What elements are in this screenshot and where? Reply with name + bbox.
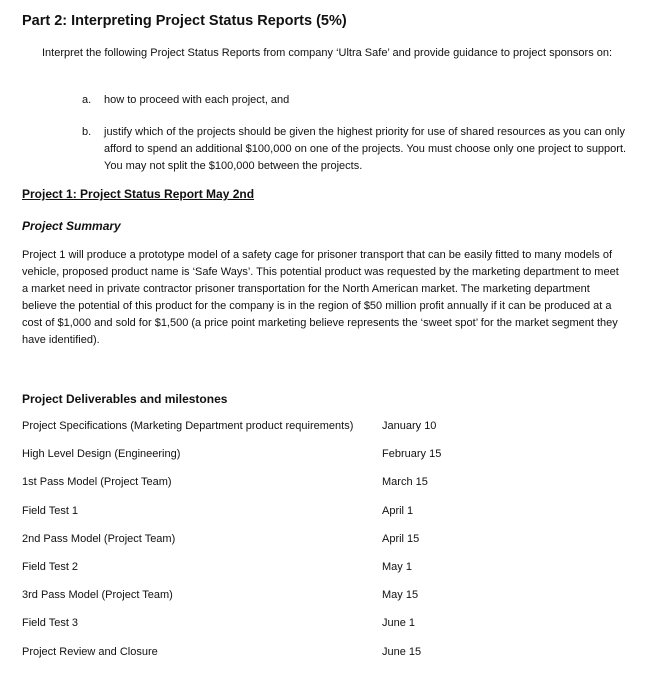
milestone-row xyxy=(22,448,632,476)
milestone-row xyxy=(22,589,632,617)
summary-heading: Project Summary xyxy=(22,219,121,233)
list-text: how to proceed with each project, and xyxy=(104,94,290,106)
milestone-name: 2nd Pass Model (Project Team) xyxy=(22,532,176,545)
list-item-b xyxy=(82,124,627,175)
intro-paragraph: Interpret the following Project Status Reports from company ‘Ultra Safe’ and provide guidance to project sponsors on: xyxy=(42,47,613,59)
milestone-row xyxy=(22,476,632,504)
milestone-date: May 15 xyxy=(382,589,419,602)
milestone-date: June 15 xyxy=(382,645,422,658)
milestone-date: February 15 xyxy=(382,448,442,461)
milestone-name: Field Test 3 xyxy=(22,617,79,630)
milestone-date: May 1 xyxy=(382,560,412,573)
milestone-name: High Level Design (Engineering) xyxy=(22,448,181,461)
milestone-name: Project Specifications (Marketing Department product requirements) xyxy=(22,420,354,432)
milestone-date: March 15 xyxy=(382,476,428,489)
milestone-row xyxy=(22,533,632,561)
milestone-row xyxy=(22,646,632,674)
summary-paragraph: Project 1 will produce a prototype model of a safety cage for prisoner transport that can be easily fitted to many models of vehicle, proposed product name is ‘Safe Ways’. This potential product was requested by the marketing department to meet a market need in private contractor prisoner transportation for the North American market. The marketing department believe the potential of this product for the company is in the region of $50 million profit annually if it can be produced at a cost of $1,000 and sold for $1,500 (a price point marketing believe represents the ‘sweet spot’ for the market segment they have identified). xyxy=(22,249,619,346)
list-marker: b. xyxy=(82,126,92,138)
milestone-date: June 1 xyxy=(382,617,416,630)
list-text: justify which of the projects should be given the highest priority for use of shared resources as you can only afford to spend an additional $100,000 on one of the projects. You must choose only one project to support. You may not split the $100,000 between the projects. xyxy=(104,126,627,172)
milestone-name: 1st Pass Model (Project Team) xyxy=(22,476,172,489)
list-marker: a. xyxy=(82,94,92,106)
project-heading: Project 1: Project Status Report May 2nd xyxy=(22,187,255,201)
milestone-row xyxy=(22,505,632,533)
deliverables-heading: Project Deliverables and milestones xyxy=(22,392,228,406)
milestone-date: January 10 xyxy=(382,420,437,432)
milestone-row xyxy=(22,617,632,645)
milestone-name: Project Review and Closure xyxy=(22,645,158,658)
milestone-name: Field Test 2 xyxy=(22,560,79,573)
milestone-row xyxy=(22,420,632,448)
milestone-date: April 15 xyxy=(382,532,420,545)
milestone-name: 3rd Pass Model (Project Team) xyxy=(22,589,173,602)
milestone-name: Field Test 1 xyxy=(22,504,79,517)
milestone-date: April 1 xyxy=(382,504,414,517)
list-item-a xyxy=(82,92,622,109)
milestone-row xyxy=(22,561,632,589)
milestones-table xyxy=(22,420,632,674)
section-heading: Part 2: Interpreting Project Status Reports (5%) xyxy=(22,13,347,29)
